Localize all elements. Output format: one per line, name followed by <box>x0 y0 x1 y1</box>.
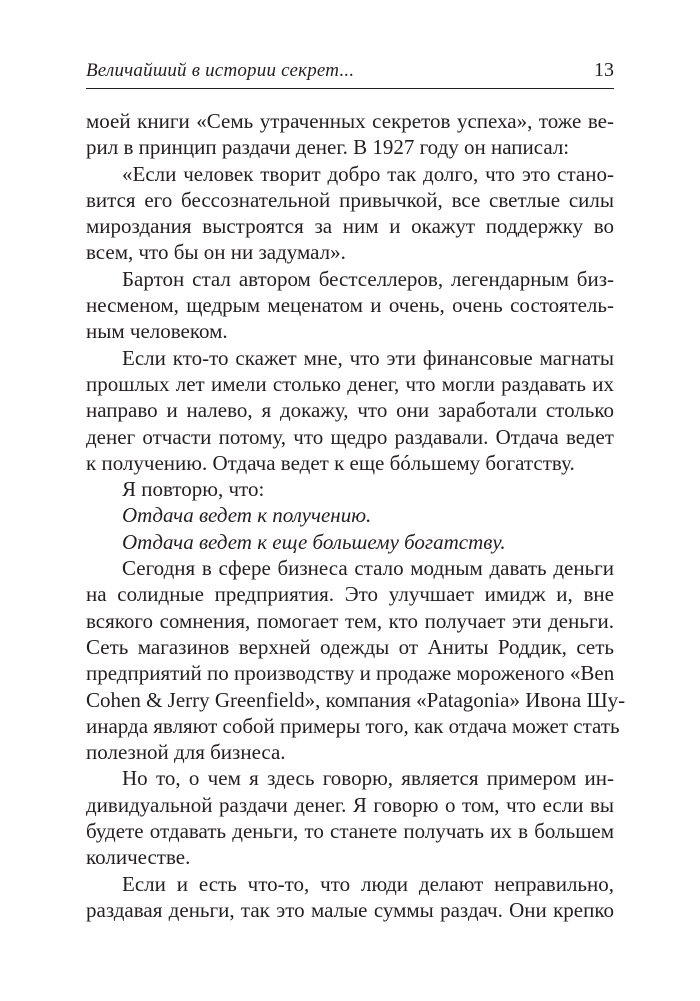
body-text <box>86 108 626 923</box>
text-line: несменом, щедрым меценатом и очень, очень состоятель- <box>86 293 614 318</box>
text-line: всякого сомнения, помогает тем, кто получает эти деньги. <box>86 608 614 633</box>
text-line: ным человеком. <box>86 319 228 344</box>
text-line: Cohen & Jerry Greenfield», компания «Patagonia» Ивона Шу- <box>86 687 626 712</box>
text-line: инарда являют собой примеры того, как отдача может стать <box>86 713 620 738</box>
text-line: Сегодня в сфере бизнеса стало модным давать деньги <box>122 556 614 581</box>
text-line: на солидные предприятия. Это улучшает имидж и, вне <box>86 582 614 607</box>
text-line: прошлых лет имели столько денег, что могли раздавать их <box>86 371 614 396</box>
text-line: «Если человек творит добро так долго, что это стано- <box>122 161 614 186</box>
running-header <box>86 58 614 89</box>
text-line: Бартон стал автором бестселлеров, легендарным биз- <box>122 266 614 291</box>
text-line: дивидуальной раздачи денег. Я говорю о том, что если вы <box>86 792 614 817</box>
text-line: вится его бессознательной привычкой, все светлые силы <box>86 187 614 212</box>
text-line: мироздания выстроятся за ним и окажут поддержку во <box>86 214 614 239</box>
page-number: 13 <box>594 59 614 81</box>
text-line: количестве. <box>86 845 191 870</box>
text-line: направо и налево, я докажу, что они заработали столько <box>86 398 614 423</box>
text-line: денег отчасти потому, что щедро раздавали. Отдача ведет <box>86 424 614 449</box>
text-line: Я повторю, что: <box>122 477 265 502</box>
running-title: Величайший в истории секрет... <box>86 60 355 81</box>
text-line: Если кто-то скажет мне, что эти финансовые магнаты <box>122 345 614 370</box>
text-line: будете отдавать деньги, то станете получать их в большем <box>86 819 614 844</box>
italic-emphasis-line: Отдача ведет к получению. <box>122 503 372 528</box>
text-line: моей книги «Семь утраченных секретов успеха», тоже ве- <box>86 109 614 133</box>
text-line: Если и есть что-то, что люди делают неправильно, <box>122 871 614 896</box>
text-line: Сеть магазинов верхней одежды от Аниты Роддик, сеть <box>86 634 614 659</box>
text-line: раздавая деньги, так это малые суммы раздач. Они крепко <box>86 897 614 922</box>
text-line: полезной для бизнеса. <box>86 740 286 765</box>
text-line: предприятий по производству и продаже мороженого «Ben <box>86 661 615 686</box>
text-line: Но то, о чем я здесь говорю, является примером ин- <box>122 766 614 791</box>
text-line: рил в принцип раздачи денег. В 1927 году он написал: <box>86 135 570 160</box>
italic-emphasis-line: Отдача ведет к еще большему богатству. <box>122 529 506 554</box>
text-line: всем, что бы он ни задумал». <box>86 240 346 265</box>
text-line: к получению. Отдача ведет к еще бóльшему богатству. <box>86 450 575 475</box>
